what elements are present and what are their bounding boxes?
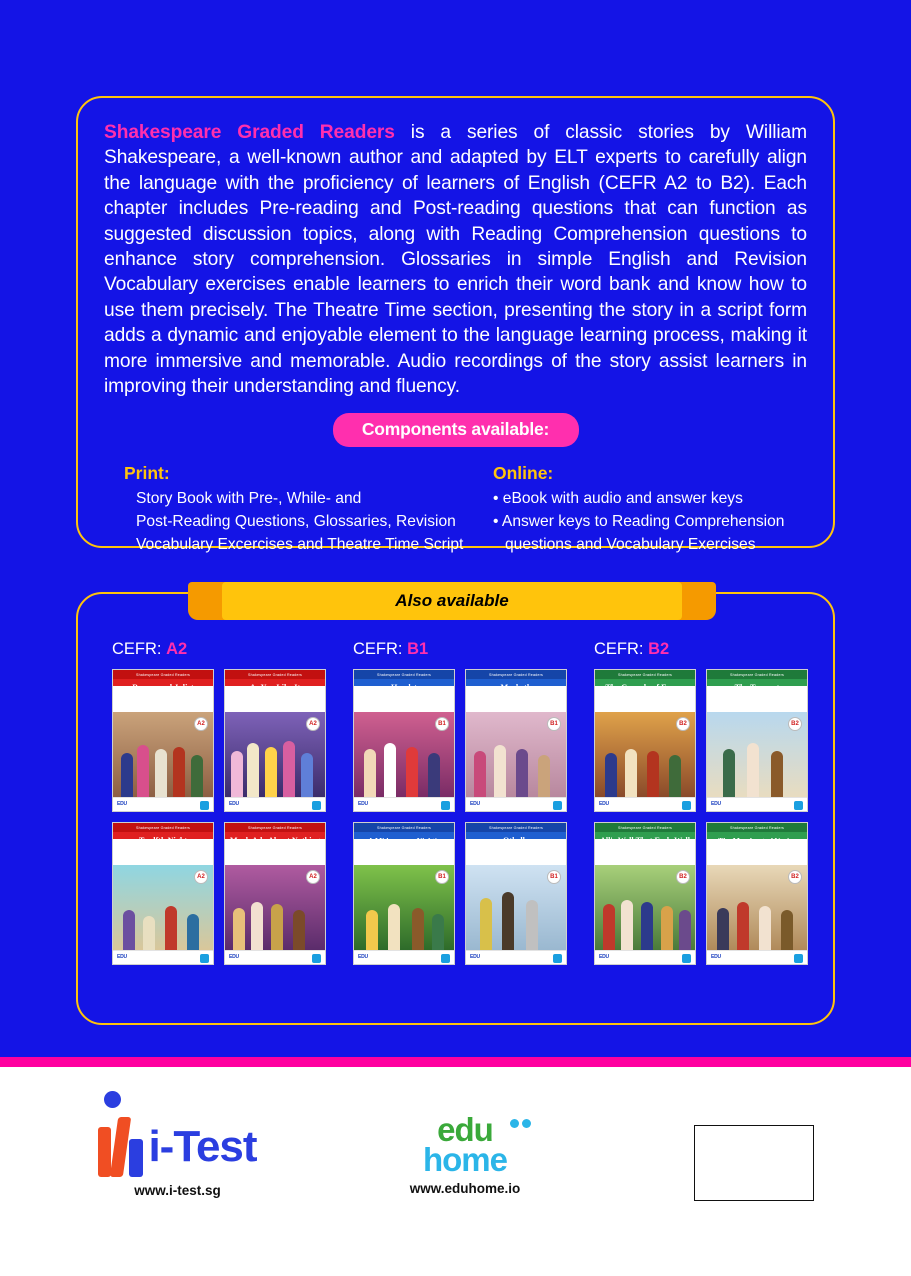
online-line-3: questions and Vocabulary Exercises: [504, 536, 756, 554]
art-figure: [293, 910, 305, 950]
book-cover[interactable]: [594, 822, 696, 965]
book-series-name: Shakespeare Graded Readers: [377, 672, 431, 677]
art-figure: [412, 908, 424, 950]
book-grid-b2: [594, 669, 817, 965]
art-figure: [516, 749, 528, 797]
publisher-logo: EDU: [117, 801, 127, 807]
book-level-badge: B2: [676, 717, 690, 731]
book-series-bar: [225, 670, 325, 679]
book-grid-b1: [353, 669, 576, 965]
online-heading: Online:: [492, 463, 554, 484]
book-footer: [707, 950, 807, 964]
book-author: by William Shakespeare: [143, 703, 183, 707]
art-figure: [603, 904, 615, 950]
art-figure: [301, 753, 313, 797]
book-cover[interactable]: [706, 669, 808, 812]
book-footer: [466, 797, 566, 811]
audio-icon: [200, 954, 209, 963]
also-available-panel: [76, 592, 835, 1025]
audio-icon: [553, 954, 562, 963]
art-figure: [143, 916, 155, 950]
online-line-1: • eBook with audio and answer keys: [492, 490, 743, 508]
cefr-level-a2: A2: [166, 640, 188, 658]
book-series-name: Shakespeare Graded Readers: [489, 825, 543, 830]
book-series-name: Shakespeare Graded Readers: [730, 825, 784, 830]
itest-wordmark: i-Test: [148, 1122, 257, 1171]
cefr-prefix-a2: CEFR:: [112, 640, 167, 658]
book-cover[interactable]: [224, 669, 326, 812]
book-format-icons: [441, 801, 450, 810]
print-heading: Print:: [124, 463, 170, 484]
book-cover[interactable]: [112, 822, 214, 965]
book-author: by William Shakespeare: [255, 703, 295, 707]
book-cover[interactable]: [594, 669, 696, 812]
cefr-group-b1: [335, 640, 576, 965]
book-level-badge: B2: [788, 870, 802, 884]
book-cover[interactable]: [224, 822, 326, 965]
cefr-group-a2: [94, 640, 335, 965]
book-author: by William Shakespeare: [625, 856, 665, 860]
book-series-name: Shakespeare Graded Readers: [489, 672, 543, 677]
art-figure: [155, 749, 167, 797]
book-art-figures: [466, 738, 566, 798]
book-series-name: Shakespeare Graded Readers: [136, 825, 190, 830]
book-author: by William Shakespeare: [384, 703, 424, 707]
art-figure: [679, 910, 691, 950]
print-line-3: Vocabulary Excercises and Theatre Time Script: [136, 536, 464, 554]
art-figure: [781, 910, 793, 950]
book-footer: [466, 950, 566, 964]
book-series-bar: [113, 823, 213, 832]
book-format-icons: [200, 954, 209, 963]
publisher-logo: EDU: [358, 954, 368, 960]
book-format-icons: [200, 801, 209, 810]
audio-icon: [441, 954, 450, 963]
book-format-icons: [682, 954, 691, 963]
book-footer: [354, 950, 454, 964]
art-figure: [474, 751, 486, 797]
book-format-icons: [682, 801, 691, 810]
book-cover[interactable]: [112, 669, 214, 812]
book-series-name: Shakespeare Graded Readers: [618, 672, 672, 677]
art-figure: [283, 741, 295, 797]
art-figure: [251, 902, 263, 950]
book-level-badge: A2: [306, 717, 320, 731]
book-title: Twelfth Night: [138, 836, 188, 845]
cefr-prefix-b1: CEFR:: [353, 640, 408, 658]
book-art-figures: [354, 738, 454, 798]
book-title: The Comedy of Errors: [605, 683, 685, 692]
book-footer: [707, 797, 807, 811]
eduhome-word-bottom: home: [422, 1141, 507, 1178]
audio-icon: [553, 801, 562, 810]
art-figure: [231, 751, 243, 797]
art-figure: [271, 904, 283, 950]
audio-icon: [312, 954, 321, 963]
publisher-logo: EDU: [229, 954, 239, 960]
book-format-icons: [312, 801, 321, 810]
book-title: The Tempest: [734, 683, 780, 692]
cefr-prefix-b2: CEFR:: [594, 640, 649, 658]
book-title: Romeo and Juliet: [132, 683, 194, 692]
book-footer: [354, 797, 454, 811]
book-author: by William Shakespeare: [625, 703, 665, 707]
publisher-logo: EDU: [117, 954, 127, 960]
book-series-name: Shakespeare Graded Readers: [136, 672, 190, 677]
book-format-icons: [441, 954, 450, 963]
audio-icon: [682, 801, 691, 810]
publisher-logo: EDU: [599, 954, 609, 960]
book-series-bar: [595, 670, 695, 679]
art-figure: [432, 914, 444, 950]
book-series-bar: [466, 823, 566, 832]
art-figure: [233, 908, 245, 950]
book-title: All's Well That Ends Well: [599, 836, 691, 845]
art-figure: [647, 751, 659, 797]
book-footer: [225, 797, 325, 811]
eduhome-eyes-icon: [510, 1119, 531, 1128]
book-format-icons: [553, 954, 562, 963]
art-figure: [406, 747, 418, 797]
art-figure: [661, 906, 673, 950]
art-figure: [737, 902, 749, 950]
print-line-2: Post-Reading Questions, Glossaries, Revision: [136, 513, 456, 531]
art-figure: [538, 755, 550, 797]
online-line-2: • Answer keys to Reading Comprehension: [492, 513, 785, 531]
itest-url[interactable]: www.i-test.sg: [134, 1183, 221, 1198]
book-series-name: Shakespeare Graded Readers: [618, 825, 672, 830]
book-cover[interactable]: [465, 669, 567, 812]
art-figure: [137, 745, 149, 797]
itest-brand[interactable]: [70, 1117, 285, 1198]
book-art-figures: [466, 891, 566, 951]
book-format-icons: [794, 801, 803, 810]
book-format-icons: [794, 954, 803, 963]
cefr-level-b2: B2: [648, 640, 670, 658]
book-art-figures: [595, 738, 695, 798]
qr-code-placeholder[interactable]: [694, 1125, 814, 1201]
book-title: Othello: [503, 836, 529, 845]
book-art-figures: [113, 891, 213, 951]
art-figure: [123, 910, 135, 950]
publisher-logo: EDU: [470, 801, 480, 807]
art-figure: [502, 892, 514, 950]
art-figure: [121, 753, 133, 797]
art-figure: [384, 743, 396, 797]
art-figure: [526, 900, 538, 950]
book-series-name: Shakespeare Graded Readers: [248, 825, 302, 830]
art-figure: [759, 906, 771, 950]
book-title: The Merchant of Venice: [718, 836, 796, 845]
audio-icon: [441, 801, 450, 810]
cefr-level-b1: B1: [407, 640, 429, 658]
art-figure: [747, 743, 759, 797]
print-line-1: Story Book with Pre-, While- and: [136, 490, 362, 508]
book-series-bar: [225, 823, 325, 832]
art-figure: [605, 753, 617, 797]
eduhome-url[interactable]: www.eduhome.io: [409, 1181, 521, 1196]
cefr-label-b1: [353, 640, 576, 659]
book-format-icons: [312, 954, 321, 963]
book-series-bar: [466, 670, 566, 679]
description-panel: [76, 96, 835, 554]
art-figure: [669, 755, 681, 797]
cefr-group-b2: [576, 640, 817, 965]
publisher-logo: EDU: [599, 801, 609, 807]
book-footer: [225, 950, 325, 964]
description-body: is a series of classic stories by William Shakespeare, a well-known author and adapted by ELT experts to carefully align the language with the proficiency of learners of English (CEFR A2 to B2). Each chapter includes Pre-reading and Post-reading questions that can function as suggested discussion topics, along with Reading Comprehension questions to enhance story comprehension. Glossaries in simple English and Revision Vocabulary exercises enable learners to enrich their word bank and know how to use them precisely. The Theatre Time section, presenting the story in a script form adds a dynamic and enjoyable element to the language learning process, making it more immersive and memorable. Audio recordings of the story assist learners in improving their understanding and fluency.: [104, 122, 808, 398]
art-figure: [480, 898, 492, 950]
eduhome-logo: [395, 1111, 535, 1178]
book-cover[interactable]: [353, 669, 455, 812]
art-figure: [621, 900, 633, 950]
book-series-bar: [707, 823, 807, 832]
publisher-logo: EDU: [229, 801, 239, 807]
book-series-bar: [354, 823, 454, 832]
art-figure: [265, 747, 277, 797]
book-footer: [113, 797, 213, 811]
publisher-logo: EDU: [711, 954, 721, 960]
book-level-badge: B1: [435, 717, 449, 731]
cefr-label-a2: [112, 640, 335, 659]
art-figure: [641, 902, 653, 950]
description-text: [104, 120, 807, 399]
book-level-badge: B2: [788, 717, 802, 731]
audio-icon: [200, 801, 209, 810]
audio-icon: [794, 954, 803, 963]
book-footer: [595, 950, 695, 964]
art-figure: [191, 755, 203, 797]
book-series-bar: [595, 823, 695, 832]
audio-icon: [794, 801, 803, 810]
cefr-label-b2: [594, 640, 817, 659]
art-figure: [494, 745, 506, 797]
book-footer: [113, 950, 213, 964]
art-figure: [625, 749, 637, 797]
series-title: Shakespeare Graded Readers: [104, 122, 395, 143]
publisher-logo: EDU: [711, 801, 721, 807]
components-columns: [104, 463, 807, 556]
cefr-groups: [78, 640, 833, 965]
footer-stripe: [0, 1057, 911, 1067]
art-figure: [247, 743, 259, 797]
art-figure: [173, 747, 185, 797]
publisher-logo: EDU: [470, 954, 480, 960]
book-series-name: Shakespeare Graded Readers: [377, 825, 431, 830]
also-available-ribbon: [222, 582, 682, 620]
book-cover[interactable]: [353, 822, 455, 965]
book-art-figures: [113, 738, 213, 798]
book-title: As You Like It: [249, 683, 301, 692]
book-level-badge: B2: [676, 870, 690, 884]
book-level-badge: B1: [547, 870, 561, 884]
book-art-figures: [707, 738, 807, 798]
book-author: by William Shakespeare: [737, 703, 777, 707]
art-figure: [723, 749, 735, 797]
art-figure: [717, 908, 729, 950]
book-title: Macbeth: [500, 683, 532, 692]
book-art-figures: [225, 738, 325, 798]
art-figure: [165, 906, 177, 950]
book-cover[interactable]: [706, 822, 808, 965]
print-column: [104, 463, 493, 556]
components-available-badge: Components available:: [333, 413, 579, 447]
book-author: by William Shakespeare: [496, 703, 536, 707]
itest-logo: [70, 1117, 285, 1177]
art-figure: [771, 751, 783, 797]
book-series-name: Shakespeare Graded Readers: [248, 672, 302, 677]
audio-icon: [312, 801, 321, 810]
art-figure: [428, 753, 440, 797]
book-level-badge: A2: [194, 717, 208, 731]
book-format-icons: [553, 801, 562, 810]
book-level-badge: B1: [547, 717, 561, 731]
book-series-bar: [707, 670, 807, 679]
book-grid-a2: [112, 669, 335, 965]
book-art-figures: [354, 891, 454, 951]
art-figure: [388, 904, 400, 950]
eduhome-word-top: edu: [437, 1111, 493, 1148]
eduhome-brand[interactable]: [360, 1111, 570, 1196]
book-series-name: Shakespeare Graded Readers: [730, 672, 784, 677]
itest-mark-icon: [98, 1117, 144, 1177]
book-title: Much Ado About Nothing: [229, 836, 321, 845]
also-available-label: Also available: [222, 582, 682, 620]
book-author: by William Shakespeare: [496, 856, 536, 860]
book-art-figures: [707, 891, 807, 951]
print-body: [124, 487, 493, 556]
book-series-bar: [354, 670, 454, 679]
book-footer: [595, 797, 695, 811]
art-figure: [364, 749, 376, 797]
book-level-badge: A2: [306, 870, 320, 884]
book-title: Hamlet: [391, 683, 417, 692]
publisher-logo: EDU: [358, 801, 368, 807]
book-level-badge: A2: [194, 870, 208, 884]
online-body: [493, 487, 807, 556]
book-author: by William Shakespeare: [737, 856, 777, 860]
audio-icon: [682, 954, 691, 963]
book-title: A Midsummer Night's Dream: [367, 836, 440, 855]
online-column: [493, 463, 807, 556]
book-level-badge: B1: [435, 870, 449, 884]
book-cover[interactable]: [465, 822, 567, 965]
book-art-figures: [595, 891, 695, 951]
art-figure: [366, 910, 378, 950]
art-figure: [187, 914, 199, 950]
book-art-figures: [225, 891, 325, 951]
book-author: by William Shakespeare: [143, 856, 183, 860]
book-series-bar: [113, 670, 213, 679]
